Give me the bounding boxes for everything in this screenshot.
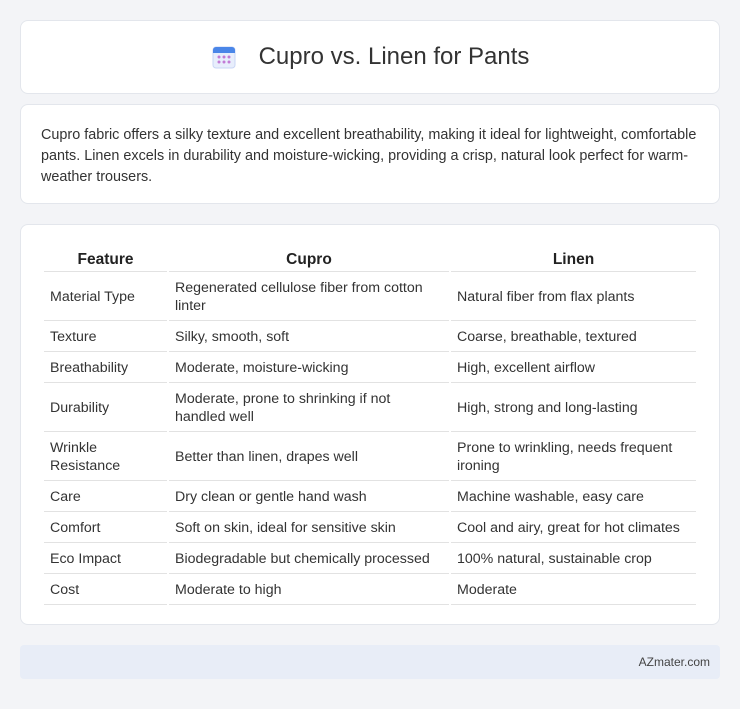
page-title: Cupro vs. Linen for Pants [258, 43, 530, 70]
table-row [44, 274, 696, 321]
cell-linen: 100% natural, sustainable crop [451, 545, 696, 574]
cell-feature: Cost [44, 576, 167, 605]
cell-feature: Durability [44, 385, 167, 432]
table-row [44, 576, 696, 605]
table-row [44, 545, 696, 574]
header-feature: Feature [44, 247, 167, 272]
table-row [44, 434, 696, 481]
cell-cupro: Regenerated cellulose fiber from cotton linter [169, 274, 449, 321]
cell-cupro: Moderate, prone to shrinking if not handled well [169, 385, 449, 432]
table-row [44, 354, 696, 383]
header-linen: Linen [451, 247, 696, 272]
cell-feature: Material Type [44, 274, 167, 321]
cell-linen: Prone to wrinkling, needs frequent ironing [451, 434, 696, 481]
cell-linen: Moderate [451, 576, 696, 605]
table-row [44, 514, 696, 543]
cell-feature: Texture [44, 323, 167, 352]
table-row [44, 323, 696, 352]
cell-linen: Machine washable, easy care [451, 483, 696, 512]
cell-feature: Comfort [44, 514, 167, 543]
table-row [44, 385, 696, 432]
cell-feature: Breathability [44, 354, 167, 383]
footer-bar [20, 645, 720, 679]
footer-brand-link[interactable]: AZmater.com [638, 655, 710, 669]
header-cupro: Cupro [169, 247, 449, 272]
intro-card [20, 104, 720, 204]
cell-cupro: Dry clean or gentle hand wash [169, 483, 449, 512]
comparison-table [42, 245, 698, 607]
intro-text: Cupro fabric offers a silky texture and excellent breathability, making it ideal for lightweight, comfortable pants. Linen excels in durability and moisture-wicking, providing a crisp, natural look perfect for warm-weather trousers. [41, 127, 697, 185]
table-row [44, 483, 696, 512]
cell-cupro: Better than linen, drapes well [169, 434, 449, 481]
cell-linen: Coarse, breathable, textured [451, 323, 696, 352]
cell-linen: Natural fiber from flax plants [451, 274, 696, 321]
cell-linen: High, excellent airflow [451, 354, 696, 383]
cell-cupro: Silky, smooth, soft [169, 323, 449, 352]
cell-feature: Eco Impact [44, 545, 167, 574]
cell-cupro: Moderate to high [169, 576, 449, 605]
cell-linen: High, strong and long-lasting [451, 385, 696, 432]
cell-feature: Care [44, 483, 167, 512]
cell-cupro: Soft on skin, ideal for sensitive skin [169, 514, 449, 543]
cell-cupro: Moderate, moisture-wicking [169, 354, 449, 383]
comparison-card [20, 224, 720, 625]
table-header-row [44, 247, 696, 272]
cell-linen: Cool and airy, great for hot climates [451, 514, 696, 543]
calendar-icon [211, 44, 237, 70]
cell-feature: Wrinkle Resistance [44, 434, 167, 481]
cell-cupro: Biodegradable but chemically processed [169, 545, 449, 574]
title-card [20, 20, 720, 94]
